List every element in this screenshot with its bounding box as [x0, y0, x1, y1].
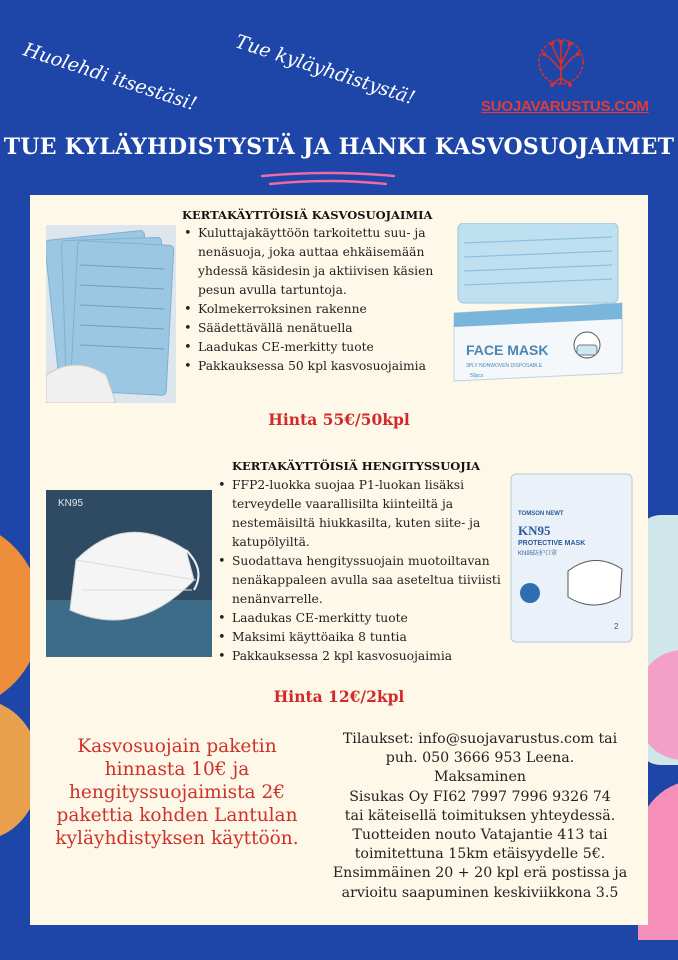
list-item: • FFP2-luokka suojaa P1-luokan lisäksi terveydelle vaarallisilta kiinteiltä ja nestemäisiltä hiukkasilta, kuten siite- ja katupölyiltä.	[218, 476, 508, 552]
order-line: tai käteisellä toimituksen yhteydessä.	[344, 807, 616, 824]
order-line: arvioitu saapuminen keskiviikkona 3.5	[341, 884, 619, 901]
list-item: • Laadukas CE-merkitty tuote	[218, 609, 508, 628]
list-item: • Kolmekerroksinen rakenne	[184, 300, 454, 319]
content-panel	[30, 195, 648, 925]
logo-wordmark: SUOJAVARUSTUS.COM	[481, 98, 649, 115]
brand-logo	[481, 32, 649, 115]
respirator-price: Hinta 12€/2kpl	[273, 687, 405, 706]
svg-text:KN95防护口罩: KN95防护口罩	[518, 551, 558, 557]
respirator-features-list	[218, 476, 508, 666]
section-title-respirators: KERTAKÄYTTÖISIÄ HENGITYSSUOJIA	[232, 459, 481, 473]
svg-text:2: 2	[614, 622, 619, 631]
list-item: • Suodattava hengityssuojain muotoiltavan nenäkappaleen avulla saa aseteltua tiiviisti nenänvarrelle.	[218, 552, 508, 609]
surgical-masks-photo	[46, 225, 176, 403]
face-mask-price: Hinta 55€/50kpl	[268, 410, 410, 429]
kn95-mask-photo	[46, 490, 212, 657]
list-item: • Pakkauksessa 50 kpl kasvosuojaimia	[184, 357, 454, 376]
list-item: • Maksimi käyttöaika 8 tuntia	[218, 628, 508, 647]
order-info	[320, 730, 640, 903]
list-item: • Laadukas CE-merkitty tuote	[184, 338, 454, 357]
order-line: Tilaukset: info@suojavarustus.com tai	[342, 731, 618, 747]
box-label: FACE MASK	[466, 342, 549, 358]
order-line: Maksaminen	[434, 769, 526, 786]
script-slogan-left: Huolehdi itsestäsi!	[20, 38, 200, 116]
script-slogan-right: Tue kyläyhdistystä!	[232, 30, 418, 110]
list-item: • Kuluttajakäyttöön tarkoitettu suu- ja nenäsuoja, joka auttaa ehkäisemään yhdessä käsidesin ja aktiivisen käsien pesun avulla tartuntoja.	[184, 224, 454, 300]
face-mask-features-list	[184, 224, 454, 376]
order-line: Tuotteiden nouto Vatajantie 413 tai	[352, 827, 608, 844]
list-item: • Pakkauksessa 2 kpl kasvosuojaimia	[218, 647, 508, 666]
svg-text:50pcs: 50pcs	[470, 373, 484, 379]
list-item: • Säädettävällä nenätuella	[184, 319, 454, 338]
svg-text:KN95: KN95	[518, 523, 551, 538]
headline-underline-swash	[258, 168, 398, 192]
svg-text:TOMSON NEWT: TOMSON NEWT	[518, 511, 564, 517]
svg-text:PROTECTIVE MASK: PROTECTIVE MASK	[518, 540, 586, 547]
order-line: puh. 050 3666 953 Leena.	[385, 750, 575, 767]
section-title-face-masks: KERTAKÄYTTÖISIÄ KASVOSUOJAIMIA	[182, 208, 433, 222]
order-line: Sisukas Oy FI62 7997 7996 9326 74	[349, 788, 611, 805]
order-line: Ensimmäinen 20 + 20 kpl erä postissa ja	[332, 865, 628, 882]
page-headline: TUE KYLÄYHDISTYSTÄ JA HANKI KASVOSUOJAIMET	[3, 134, 675, 160]
svg-text:3PLY NONWOVEN DISPOSABLE: 3PLY NONWOVEN DISPOSABLE	[466, 363, 543, 369]
face-mask-box-photo	[452, 223, 624, 383]
charity-note: Kasvosuojain paketin hinnasta 10€ ja hengityssuojaimista 2€ pakettia kohden Lantulan kyläyhdistyksen käyttöön.	[55, 736, 299, 849]
kn95-package-photo	[510, 473, 633, 643]
order-line: toimitettuna 15km etäisyydelle 5€.	[354, 846, 606, 863]
virus-tree-icon	[530, 32, 592, 92]
kn95-photo-label: KN95	[58, 498, 84, 509]
